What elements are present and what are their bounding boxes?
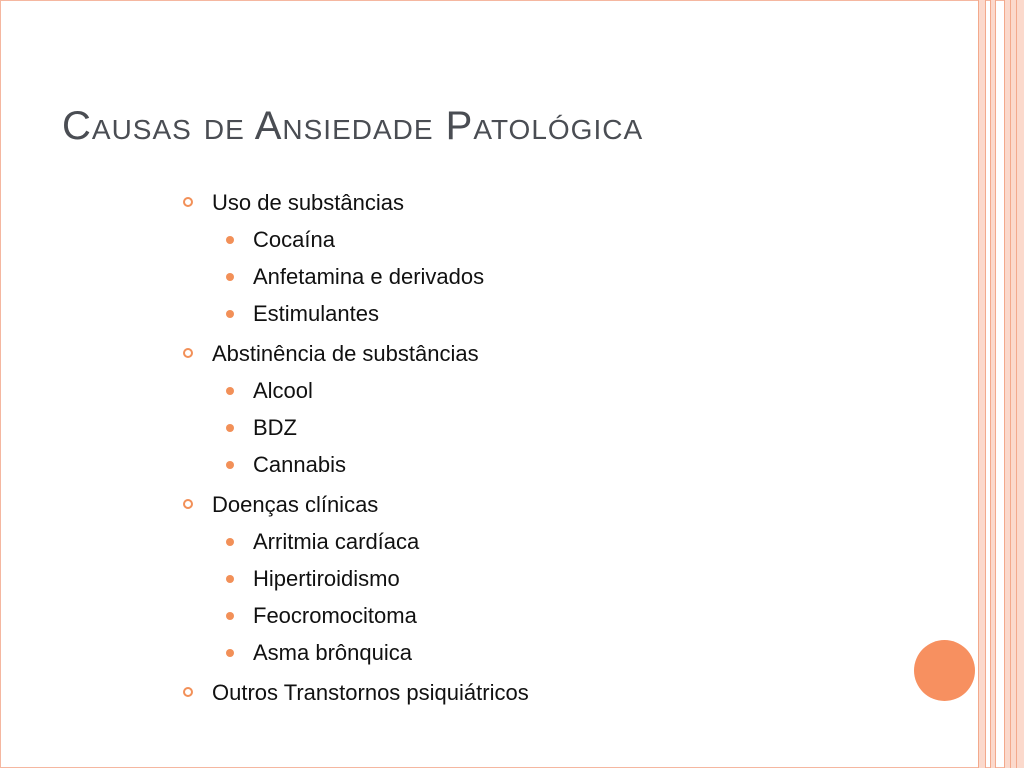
sub-list-item [182,446,882,483]
list-item-label: Abstinência de substâncias [212,341,479,366]
stripe-line-2 [985,0,986,768]
sub-list-item-label: Cannabis [253,452,346,477]
sub-list-item [182,523,882,560]
sub-list-item-label: Anfetamina e derivados [253,264,485,289]
filled-circle-bullet-icon [226,424,234,432]
stripe-line-4 [995,0,996,768]
filled-circle-bullet-icon [226,538,234,546]
list-item-label: Uso de substâncias [212,190,404,215]
list-item-withdrawal [182,335,882,372]
sub-list-item [182,597,882,634]
stripe-line-6 [1010,0,1011,768]
sub-list-item [182,295,882,332]
hollow-circle-bullet-icon [183,499,193,509]
list-item-other-disorders [182,674,882,711]
sub-list-item-label: Feocromocitoma [253,603,417,628]
sub-list-item-label: Arritmia cardíaca [253,529,420,554]
sub-list-item [182,372,882,409]
filled-circle-bullet-icon [226,387,234,395]
list-item-label: Doenças clínicas [212,492,379,517]
sub-list-item-label: Alcool [253,378,313,403]
sub-list-item-label: BDZ [253,415,297,440]
sub-list-item [182,409,882,446]
stripe-line-7 [1016,0,1017,768]
sub-list-item-label: Asma brônquica [253,640,412,665]
sub-list-item-label: Estimulantes [253,301,379,326]
stripe-band-3 [1004,0,1024,768]
bullet-list [182,184,882,711]
hollow-circle-bullet-icon [183,687,193,697]
sub-list-item [182,258,882,295]
filled-circle-bullet-icon [226,575,234,583]
sub-list-item-label: Cocaína [253,227,335,252]
filled-circle-bullet-icon [226,461,234,469]
stripe-line-5 [1004,0,1005,768]
sub-list-item [182,560,882,597]
filled-circle-bullet-icon [226,649,234,657]
stripe-line-1 [978,0,979,768]
list-item-clinical-diseases [182,486,882,523]
slide-title: Causas de Ansiedade Patológica [62,104,644,148]
list-item-label: Outros Transtornos psiquiátricos [212,680,529,705]
filled-circle-bullet-icon [226,273,234,281]
filled-circle-bullet-icon [226,236,234,244]
sub-list-item-label: Hipertiroidismo [253,566,400,591]
sub-list-item [182,221,882,258]
sub-list-item [182,634,882,671]
hollow-circle-bullet-icon [183,348,193,358]
filled-circle-bullet-icon [226,612,234,620]
hollow-circle-bullet-icon [183,197,193,207]
stripe-line-3 [990,0,991,768]
list-item-substance-use [182,184,882,221]
filled-circle-bullet-icon [226,310,234,318]
orange-circle-icon [914,640,975,701]
